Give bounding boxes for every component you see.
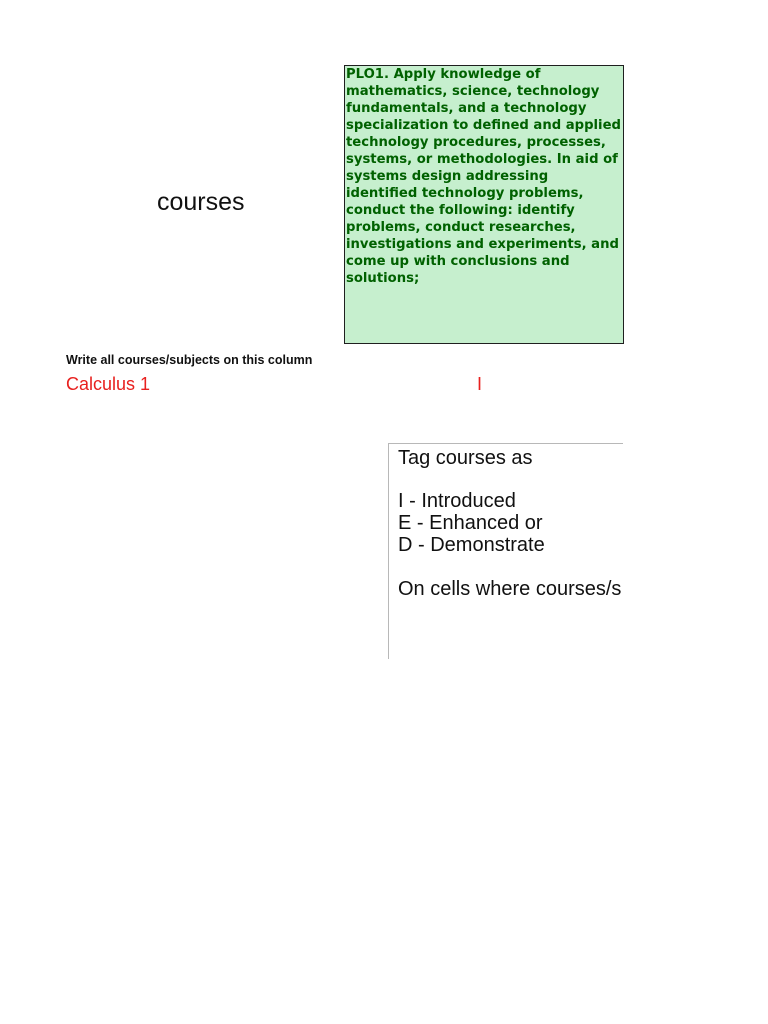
course-tag-cell[interactable]: I [477, 374, 483, 394]
note-demonstrate: D - Demonstrate [398, 534, 545, 556]
course-name-cell[interactable]: Calculus 1 [66, 374, 151, 394]
note-enhanced: E - Enhanced or [398, 512, 543, 534]
tagging-note-textbox[interactable] [388, 443, 623, 659]
plo1-text: PLO1. Apply knowledge of mathematics, science, technology fundamentals, and a technology specialization to defined and applied technology procedures, processes, systems, or methodologies. In aid of systems design addressing identified technology problems, conduct the following: identify problems, conduct researches, investigations and experiments, and come up with conclusions and solutions; [346, 67, 621, 286]
note-title: Tag courses as [398, 447, 533, 469]
plo1-cell[interactable] [344, 65, 624, 344]
instruction-text: Write all courses/subjects on this column [66, 353, 313, 367]
note-introduced: I - Introduced [398, 490, 516, 512]
note-footer: On cells where courses/s [398, 578, 622, 600]
courses-column-header: courses [157, 188, 245, 216]
